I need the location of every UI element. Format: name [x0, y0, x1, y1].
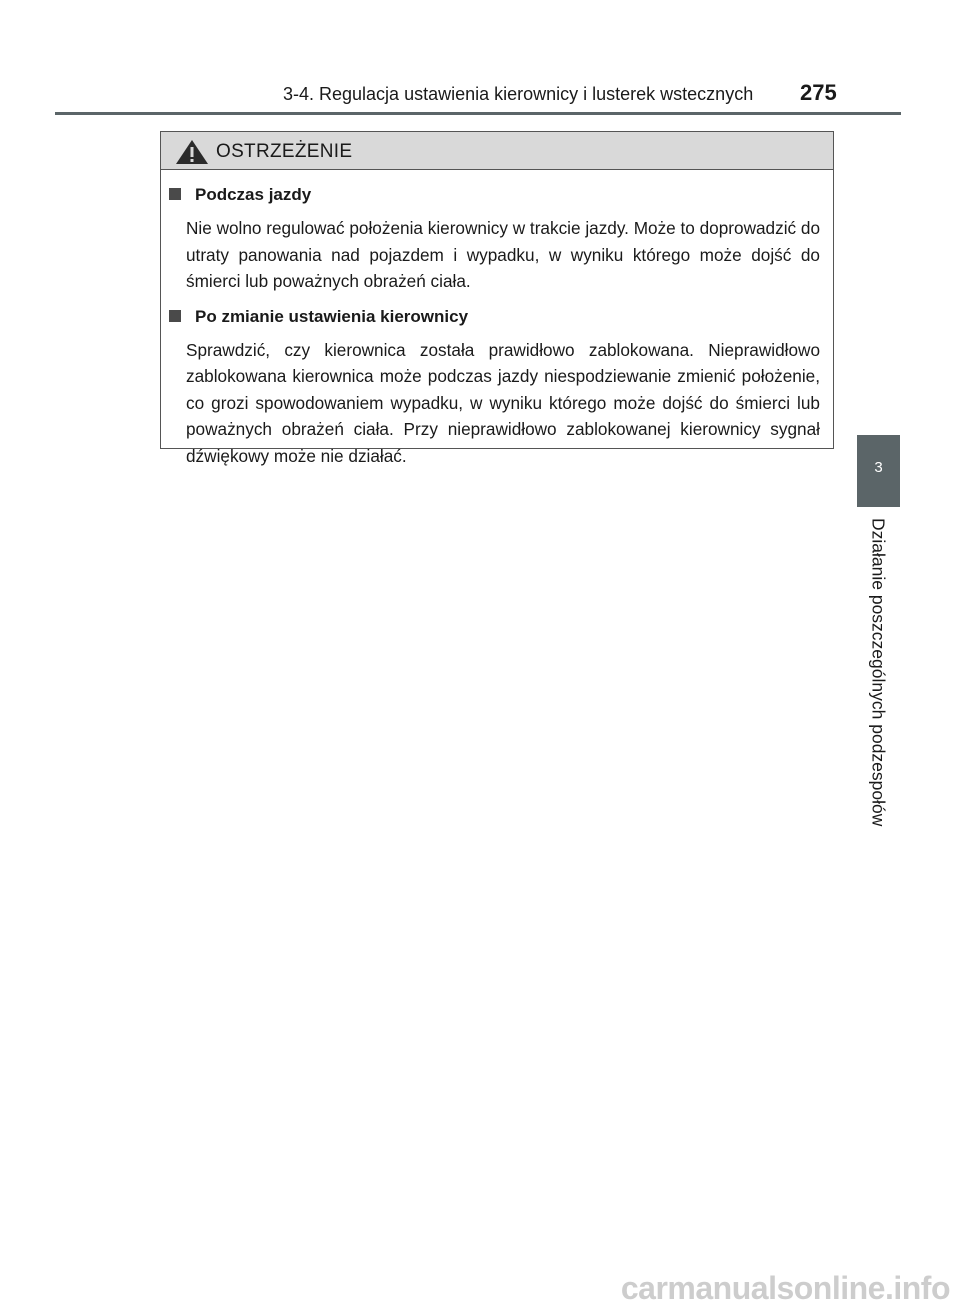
warning-body	[161, 170, 833, 469]
square-bullet-icon	[169, 310, 181, 322]
section-heading-text: Podczas jazdy	[195, 185, 312, 204]
warning-section	[161, 183, 833, 295]
section-paragraph: Sprawdzić, czy kierownica została prawidłowo zablokowana. Nieprawidłowo zablokowana kierownica może podczas jazdy niespodziewanie zmienić położenie, co grozi spowodowaniem wypadku, w wyniku którego może dojść do śmierci lub poważnych obrażeń ciała. Przy nieprawidłowo zablokowanej kierownicy sygnał dźwiękowy może nie działać.	[186, 339, 820, 466]
warning-box	[160, 131, 834, 466]
page-number: 275	[800, 80, 837, 105]
section-heading	[169, 305, 833, 329]
chapter-tab	[857, 435, 900, 507]
warning-triangle-icon	[175, 139, 209, 165]
warning-header	[161, 132, 833, 170]
chapter-side-label: Działanie poszczególnych podzespołów	[868, 518, 889, 827]
warning-title: OSTRZEŻENIE	[216, 141, 353, 162]
square-bullet-icon	[169, 188, 181, 200]
header-rule	[55, 112, 901, 115]
section-paragraph: Nie wolno regulować położenia kierownicy w trakcie jazdy. Może to doprowadzić do utraty panowania nad pojazdem i wypadku, w wyniku którego może dojść do śmierci lub poważnych obrażeń ciała.	[186, 218, 821, 291]
section-heading	[169, 183, 833, 207]
section-heading-text: Po zmianie ustawienia kierownicy	[195, 306, 469, 326]
warning-section	[161, 305, 833, 470]
chapter-number: 3	[874, 459, 883, 476]
watermark: carmanualsonline.info	[620, 1270, 950, 1306]
header-section-title: 3-4. Regulacja ustawienia kierownicy i lusterek wstecznych	[283, 84, 754, 104]
